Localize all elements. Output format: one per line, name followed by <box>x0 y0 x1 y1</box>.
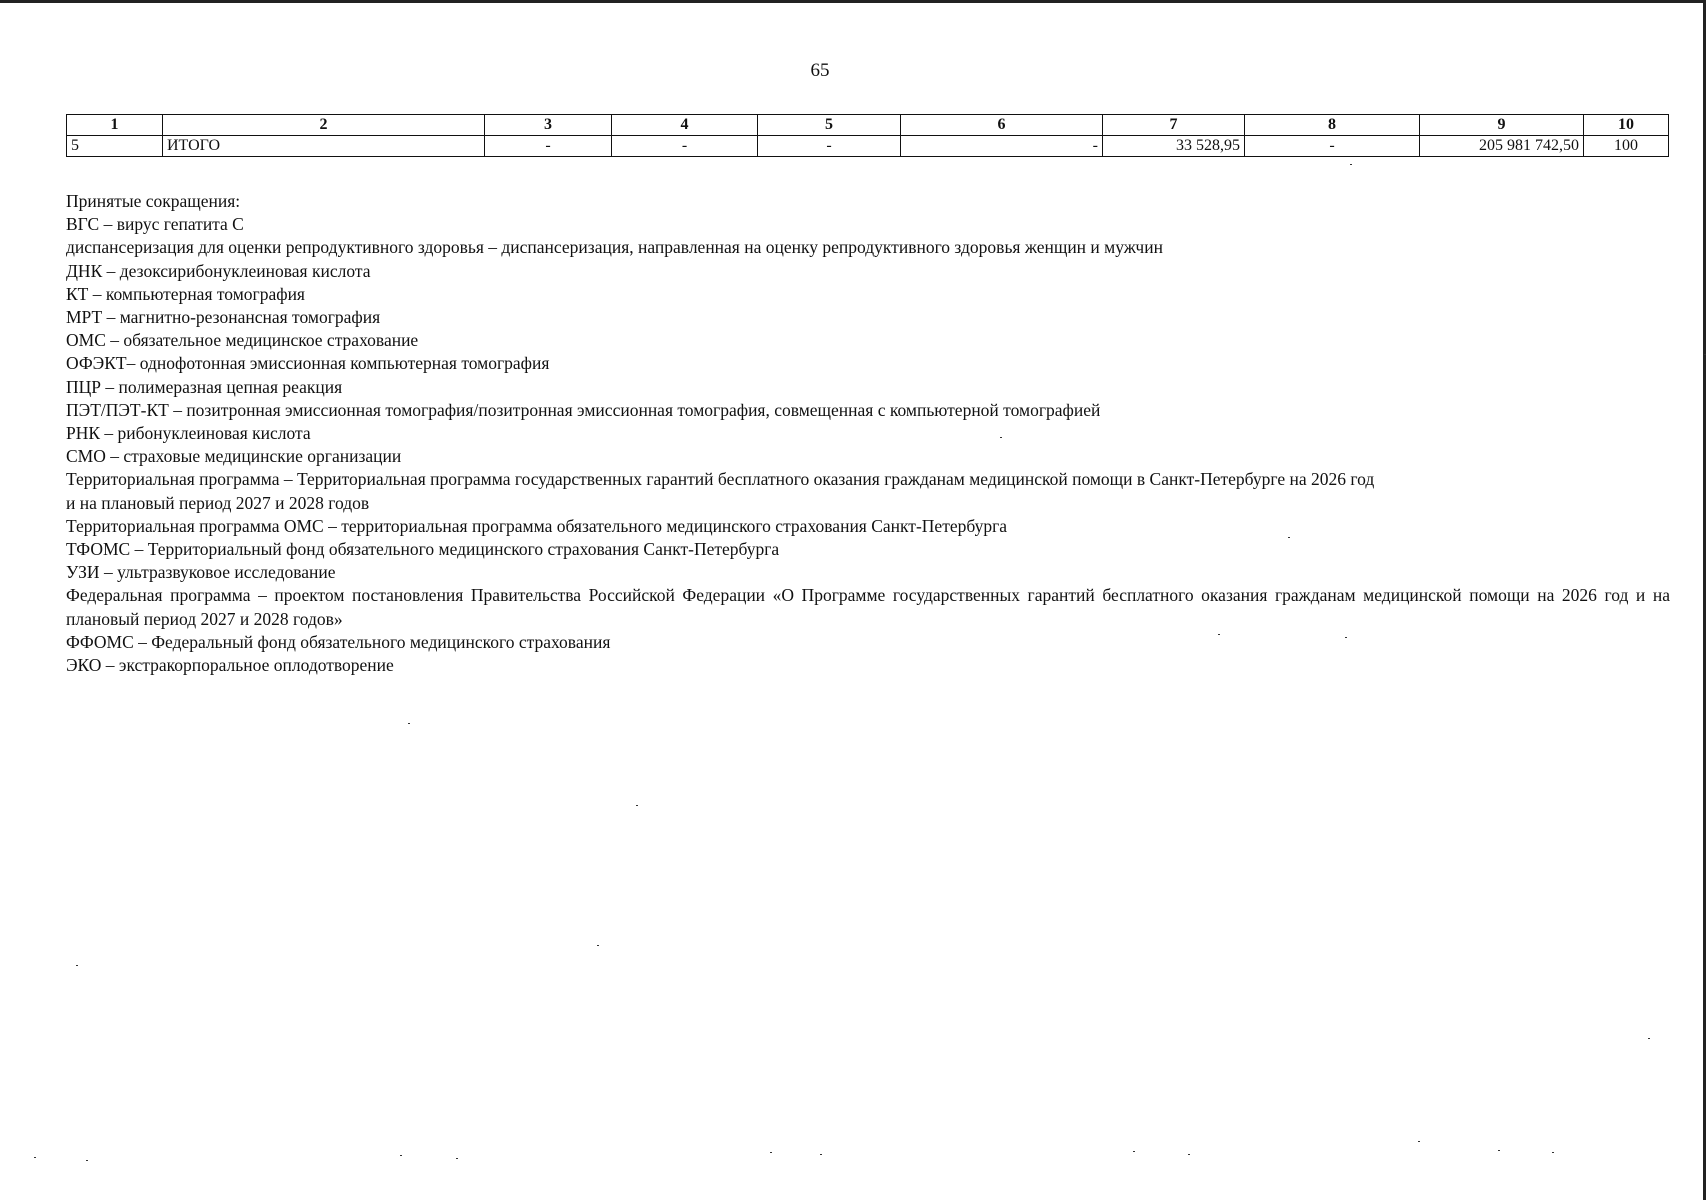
abbreviations-heading: Принятые сокращения: <box>66 191 241 211</box>
table-row <box>67 136 1669 157</box>
page-number: 65 <box>810 60 830 81</box>
table-cell: 205 981 742,50 <box>1420 136 1584 157</box>
table-header-cell: 3 <box>485 115 612 136</box>
abbreviation-item: КТ – компьютерная томография <box>66 283 305 304</box>
scan-speck <box>1133 1151 1135 1152</box>
scan-speck <box>400 1155 402 1156</box>
table-cell-label: ИТОГО <box>163 136 485 157</box>
scan-speck <box>456 1158 458 1159</box>
abbreviation-item: ТФОМС – Территориальный фонд обязательного медицинского страхования Санкт-Петербурга <box>66 539 780 560</box>
abbreviation-item: УЗИ – ультразвуковое исследование <box>66 562 336 583</box>
table-header-cell: 2 <box>163 115 485 136</box>
scan-speck <box>1498 1150 1500 1151</box>
scan-speck <box>1288 537 1290 538</box>
scan-speck <box>636 805 638 806</box>
abbreviation-item-continuation: и на плановый период 2027 и 2028 годов <box>66 492 370 513</box>
abbreviation-item: ОМС – обязательное медицинское страхование <box>66 330 419 351</box>
table-header-cell: 9 <box>1420 115 1584 136</box>
table-header-cell: 4 <box>612 115 758 136</box>
scan-speck <box>597 945 599 946</box>
abbreviation-item: ПЭТ/ПЭТ-КТ – позитронная эмиссионная томография/позитронная эмиссионная томография, совмещенная с компьютерной томографией <box>66 399 1101 420</box>
table-header-cell: 5 <box>758 115 901 136</box>
abbreviation-item: Территориальная программа – Территориальная программа государственных гарантий бесплатного оказания гражданам медицинской помощи в Санкт-Петербурге на 2026 год <box>66 469 1375 490</box>
scan-speck <box>1188 1154 1190 1155</box>
scan-speck <box>34 1157 36 1158</box>
abbreviation-item: РНК – рибонуклеиновая кислота <box>66 423 311 444</box>
summary-table <box>66 114 1669 157</box>
abbreviation-item: ЭКО – экстракорпоральное оплодотворение <box>66 655 394 676</box>
scan-speck <box>1648 1038 1650 1039</box>
scan-speck <box>86 1160 88 1161</box>
table-cell-number: 5 <box>67 136 163 157</box>
abbreviation-item: ВГС – вирус гепатита С <box>66 214 244 235</box>
scan-speck <box>1350 164 1352 165</box>
scan-speck <box>408 723 410 724</box>
table-cell: - <box>1245 136 1420 157</box>
abbreviation-item: ПЦР – полимеразная цепная реакция <box>66 376 343 397</box>
table-cell: - <box>758 136 901 157</box>
abbreviation-item: ДНК – дезоксирибонуклеиновая кислота <box>66 260 371 281</box>
abbreviation-item: МРТ – магнитно-резонансная томография <box>66 307 381 328</box>
scan-speck <box>1000 437 1002 438</box>
table-cell: - <box>612 136 758 157</box>
scan-speck <box>1345 637 1347 638</box>
table-header-cell: 8 <box>1245 115 1420 136</box>
abbreviation-item: диспансеризация для оценки репродуктивного здоровья – диспансеризация, направленная на оценку репродуктивного здоровья женщин и мужчин <box>66 237 1163 258</box>
scan-speck <box>1552 1152 1554 1153</box>
scan-speck <box>1218 634 1220 635</box>
abbreviation-item: Территориальная программа ОМС – территориальная программа обязательного медицинского страхования Санкт-Петербурга <box>66 515 1008 536</box>
abbreviations-list <box>66 190 1670 677</box>
table-header-cell: 7 <box>1103 115 1245 136</box>
scan-border-top <box>0 0 1706 3</box>
abbreviation-item: ФФОМС – Федеральный фонд обязательного медицинского страхования <box>66 631 611 652</box>
table-cell: - <box>901 136 1103 157</box>
abbreviation-item: ОФЭКТ– однофотонная эмиссионная компьютерная томография <box>66 353 550 374</box>
scan-speck <box>1418 1141 1420 1142</box>
table-cell: 100 <box>1584 136 1669 157</box>
table-header-cell: 6 <box>901 115 1103 136</box>
abbreviation-item: СМО – страховые медицинские организации <box>66 446 402 467</box>
table-header-cell: 1 <box>67 115 163 136</box>
table-cell: - <box>485 136 612 157</box>
table-header-cell: 10 <box>1584 115 1669 136</box>
abbreviation-item-federal-program: Федеральная программа – проектом постановления Правительства Российской Федерации «О Программе государственных гарантий бесплатного оказания гражданам медицинской помощи на 2026 год и на плановый период 2027 и 2028 годов» <box>66 585 1670 629</box>
scan-speck <box>76 965 78 966</box>
table-cell: 33 528,95 <box>1103 136 1245 157</box>
scan-speck <box>770 1152 772 1153</box>
scan-speck <box>820 1154 822 1155</box>
table-header-row <box>67 115 1669 136</box>
